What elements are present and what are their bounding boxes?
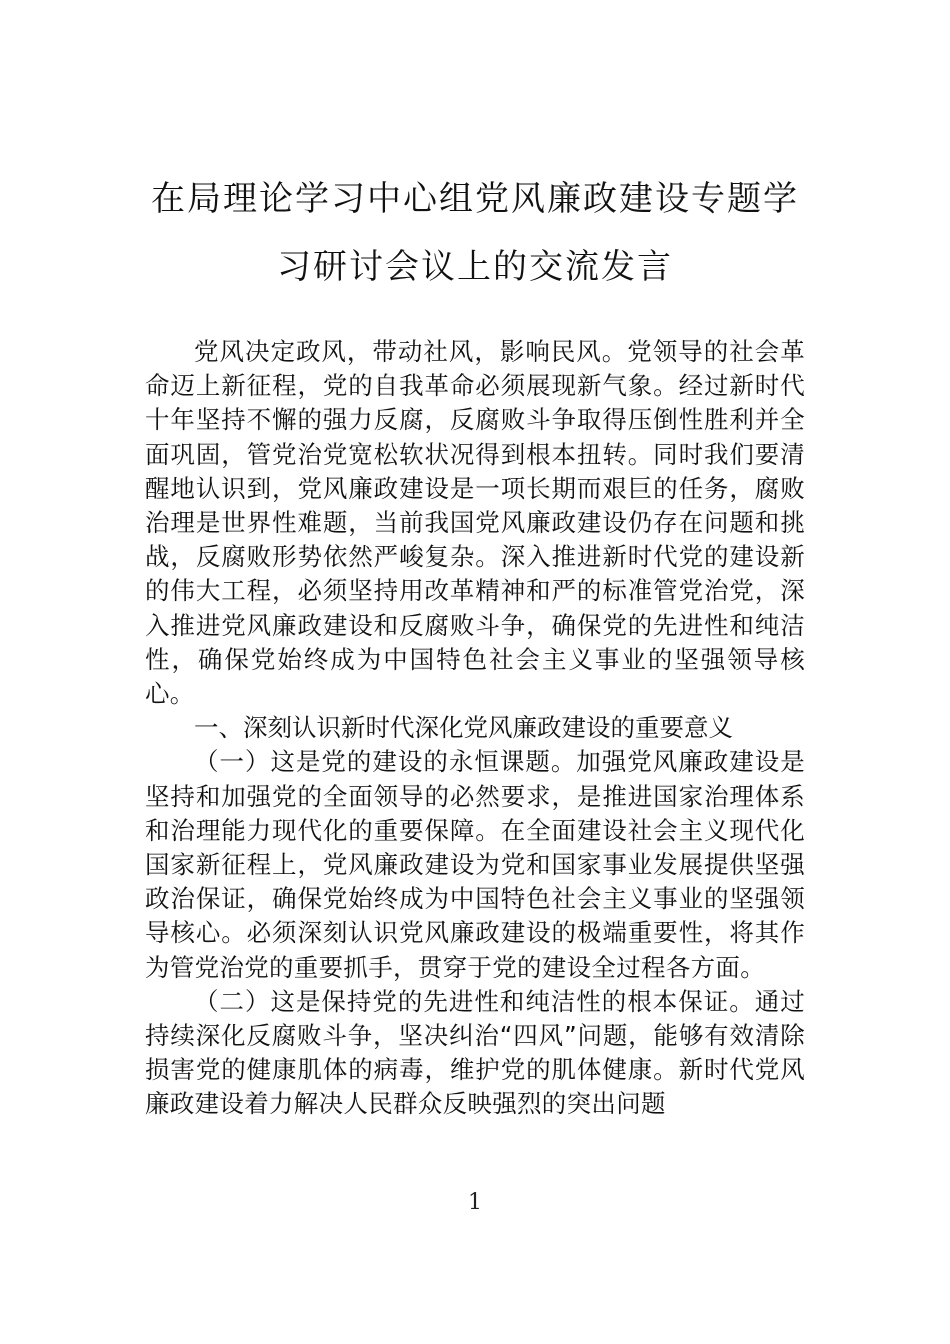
intro-paragraph: 党风决定政风，带动社风，影响民风。党领导的社会革命迈上新征程，党的自我革命必须展现新气象。经过新时代十年坚持不懈的强力反腐，反腐败斗争取得压倒性胜利并全面巩固，管党治党宽松软状况得到根本扭转。同时我们要清醒地认识到，党风廉政建设是一项长期而艰巨的任务，腐败治理是世界性难题，当前我国党风廉政建设仍存在问题和挑战，反腐败形势依然严峻复杂。深入推进新时代党的建设新的伟大工程，必须坚持用改革精神和严的标准管党治党，深入推进党风廉政建设和反腐败斗争，确保党的先进性和纯洁性，确保党始终成为中国特色社会主义事业的坚强领导核心。 xyxy=(145,337,805,709)
document-body xyxy=(145,335,805,1122)
document-title: 在局理论学习中心组党风廉政建设专题学习研讨会议上的交流发言 xyxy=(151,179,799,287)
subsection-paragraph-1: （一）这是党的建设的永恒课题。加强党风廉政建设是坚持和加强党的全面领导的必然要求，是推进国家治理体系和治理能力现代化的重要保障。在全面建设社会主义现代化国家新征程上，党风廉政建设为党和国家事业发展提供坚强政治保证，确保党始终成为中国特色社会主义事业的坚强领导核心。必须深刻认识党风廉政建设的极端重要性，将其作为管党治党的重要抓手，贯穿于党的建设全过程各方面。 xyxy=(145,747,805,982)
section-heading-1: 一、深刻认识新时代深化党风廉政建设的重要意义 xyxy=(194,713,733,743)
page-number: 1 xyxy=(468,1190,482,1215)
subsection-paragraph-2: （二）这是保持党的先进性和纯洁性的根本保证。通过持续深化反腐败斗争，坚决纠治“四风”问题，能够有效清除损害党的健康肌体的病毒，维护党的肌体健康。新时代党风廉政建设着力解决人民群众反映强烈的突出问题 xyxy=(145,986,805,1119)
